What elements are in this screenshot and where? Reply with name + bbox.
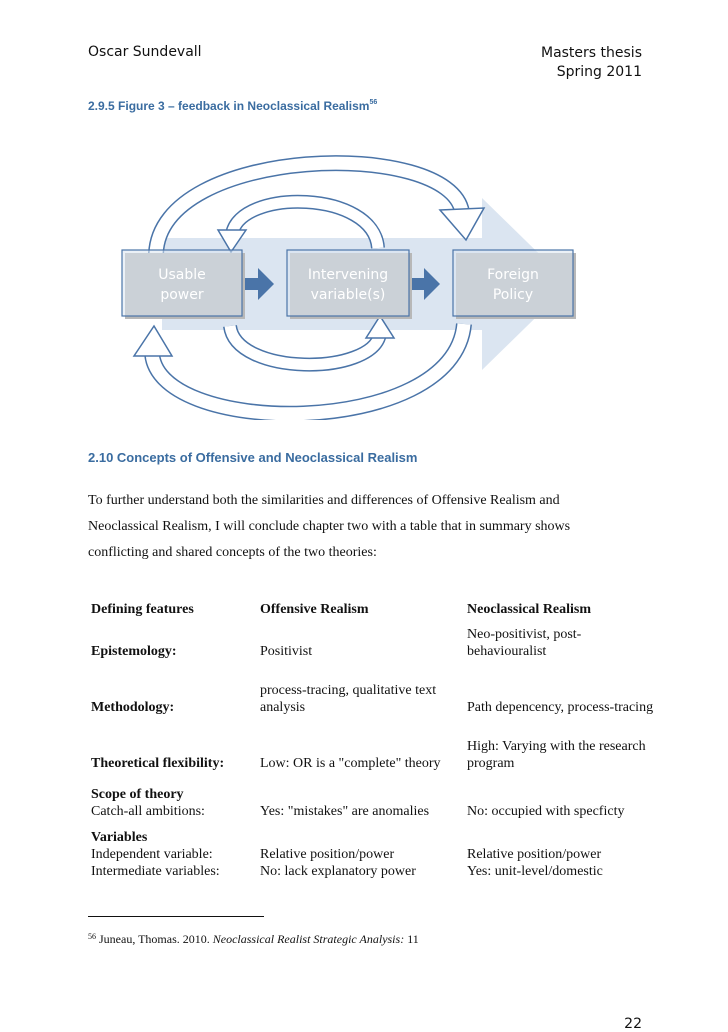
figure-heading [88,99,377,113]
page-number: 22 [624,1016,642,1032]
paragraph-line: conflicting and shared concepts of the two theories: [88,545,377,560]
footnote [88,932,419,947]
footnote-text: Juneau, Thomas. 2010. [99,932,213,946]
box1-label-line1: Usable [158,267,206,283]
table-cell: Methodology: [91,700,175,715]
cell-line: No: lack explanatory power [260,864,416,879]
footnote-title: Neoclassical Realist Strategic Analysis: [212,932,405,946]
table-cell: Path depencency, process-tracing [467,700,654,715]
foreign-policy-box [453,250,573,316]
table-cell [257,660,464,716]
figure-heading-footnote-ref: 56 [369,99,378,106]
table-cell: Epistemology: [91,644,177,659]
table-row [88,772,667,820]
cell-line: Relative position/power [467,847,602,862]
cell-line: program [467,756,515,771]
footnote-page: 11 [404,932,419,946]
table-cell: Positivist [260,644,313,659]
paragraph-line: To further understand both the similarities and differences of Offensive Realism and [88,493,560,508]
header-doc-type: Masters thesis [540,45,642,61]
table-row [88,820,667,880]
paragraph-line: Neoclassical Realism, I will conclude chapter two with a table that in summary shows [88,519,571,534]
table-cell [464,820,667,880]
table-cell [464,618,667,660]
table-cell: Yes: "mistakes" are anomalies [260,804,430,819]
box1-label-line2: power [160,287,204,303]
cell-line: Neo-positivist, post- [467,627,582,642]
table-header-cell: Neoclassical Realism [467,602,592,617]
table-cell [464,716,667,772]
header-term: Spring 2011 [556,64,642,80]
table-cell [88,772,257,820]
section-heading: 2.10 Concepts of Offensive and Neoclassical Realism [88,450,418,465]
cell-line: High: Varying with the research [467,739,646,754]
footnote-rule [88,916,264,917]
cell-line: Relative position/power [260,847,395,862]
table-cell [88,820,257,880]
cell-line: analysis [260,700,306,715]
box3-label-line2: Policy [492,287,534,303]
table-header-cell: Defining features [91,602,194,617]
intro-paragraph [88,488,648,566]
figure-heading-text: 2.9.5 Figure 3 – feedback in Neoclassical Realism [88,99,370,113]
header-author: Oscar Sundevall [88,44,202,60]
table-row [88,660,667,716]
cell-line: process-tracing, qualitative text [260,683,437,698]
box2-label-line2: variable(s) [310,287,386,303]
cell-line: Scope of theory [91,787,184,802]
box2-label-line1: Intervening [307,267,389,283]
usable-power-box [122,250,242,316]
footnote-number: 56 [88,932,96,941]
table-cell [257,820,464,880]
table-header-row [88,588,667,618]
cell-line: behaviouralist [467,644,547,659]
cell-line: Independent variable: [91,847,213,862]
cell-line: Catch-all ambitions: [91,804,205,819]
cell-line: Yes: unit-level/domestic [467,864,603,879]
feedback-diagram [90,150,610,420]
table-header-cell: Offensive Realism [260,602,369,617]
table-cell: Low: OR is a "complete" theory [260,756,441,771]
comparison-table [88,588,667,880]
box3-label-line1: Foreign [487,267,539,283]
cell-line: Intermediate variables: [91,864,220,879]
cell-line: Variables [91,830,148,845]
table-cell: No: occupied with specficty [467,804,625,819]
header-right [541,44,642,82]
table-cell: Theoretical flexibility: [91,756,225,771]
table-row [88,716,667,772]
intervening-variables-box [287,250,409,316]
table-row [88,618,667,660]
